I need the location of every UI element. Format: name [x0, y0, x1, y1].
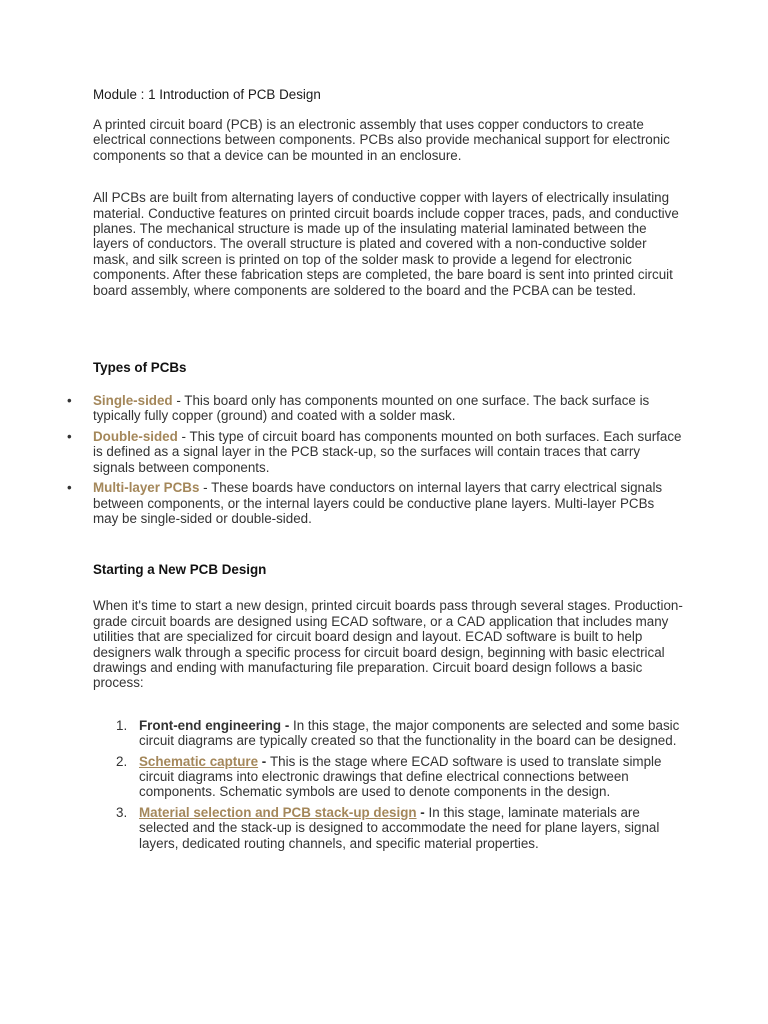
type-term: Single-sided — [93, 393, 173, 409]
module-title: Module : 1 Introduction of PCB Design — [93, 87, 321, 102]
type-description: - This board only has components mounted on one surface. The back surface is typically fully copper (ground) and coated with a solder mask. — [93, 393, 650, 424]
list-item — [67, 393, 683, 424]
types-heading: Types of PCBs — [93, 360, 187, 376]
step-dash: - — [416, 804, 429, 820]
type-term: Double-sided — [93, 428, 178, 444]
step-description: This is the stage where ECAD software is used to translate simple circuit diagrams into electronic drawings that define electrical connections between components. Schematic symbols are used to denote components in the design. — [139, 753, 662, 800]
intro-paragraph-1: A printed circuit board (PCB) is an electronic assembly that uses copper conductors to create electrical connections between components. PCBs also provide mechanical support for electronic components so that a device can be mounted in an enclosure. — [93, 117, 670, 163]
list-item — [116, 717, 683, 749]
material-selection-link[interactable]: Material selection and PCB stack-up design — [139, 804, 417, 820]
new-design-paragraph: When it's time to start a new design, printed circuit boards pass through several stages. Production-grade circuit boards are designed using ECAD software, or a CAD application that includes many utilities that are specialized for circuit board design and layout. ECAD software is built to help designers walk through a specific process for circuit board design, beginning with basic electrical drawings and ending with manufacturing file preparation. Circuit board design follows a basic process: — [93, 598, 683, 691]
bullet-icon: • — [67, 428, 72, 444]
new-design-heading: Starting a New PCB Design — [93, 562, 267, 578]
type-description: - These boards have conductors on internal layers that carry electrical signals between components, or the internal layers could be conductive plane layers. Multi-layer PCBs may be single-sided or double-sided. — [93, 480, 663, 526]
list-item — [116, 753, 683, 800]
step-number: 2. — [116, 753, 128, 769]
schematic-capture-link[interactable]: Schematic capture — [139, 753, 259, 769]
list-item — [116, 804, 683, 851]
step-title: Front-end engineering — [139, 717, 282, 733]
document-page — [67, 87, 683, 856]
step-dash: - — [258, 753, 270, 769]
list-item — [67, 428, 683, 475]
steps-list — [93, 718, 683, 851]
step-number: 3. — [116, 804, 128, 820]
bullet-icon: • — [67, 393, 72, 409]
types-list — [67, 393, 683, 526]
type-description: - This type of circuit board has components mounted on both surfaces. Each surface is defined as a signal layer in the PCB stack-up, so the surfaces will contain traces that carry signals between components. — [93, 428, 682, 475]
step-description: In this stage, the major components are selected and some basic circuit diagrams are typically created so that the functionality in the board can be designed. — [139, 717, 680, 749]
list-item — [67, 480, 683, 526]
step-description: In this stage, laminate materials are selected and the stack-up is designed to accommodate the need for plane layers, signal layers, dedicated routing channels, and specific material properties. — [139, 804, 660, 851]
bullet-icon: • — [67, 480, 72, 496]
step-number: 1. — [116, 717, 128, 733]
intro-paragraph-2: All PCBs are built from alternating layers of conductive copper with layers of electrically insulating material. Conductive features on printed circuit boards include copper traces, pads, and conductive planes. The mechanical structure is made up of the insulating material laminated between the layers of conductors. The overall structure is plated and covered with a non-conductive solder mask, and silk screen is printed on top of the solder mask to provide a legend for electronic components. After these fabrication steps are completed, the bare board is sent into printed circuit board assembly, where components are soldered to the board and the PCBA can be tested. — [93, 190, 679, 298]
type-term: Multi-layer PCBs — [93, 480, 200, 496]
step-dash: - — [281, 717, 293, 733]
